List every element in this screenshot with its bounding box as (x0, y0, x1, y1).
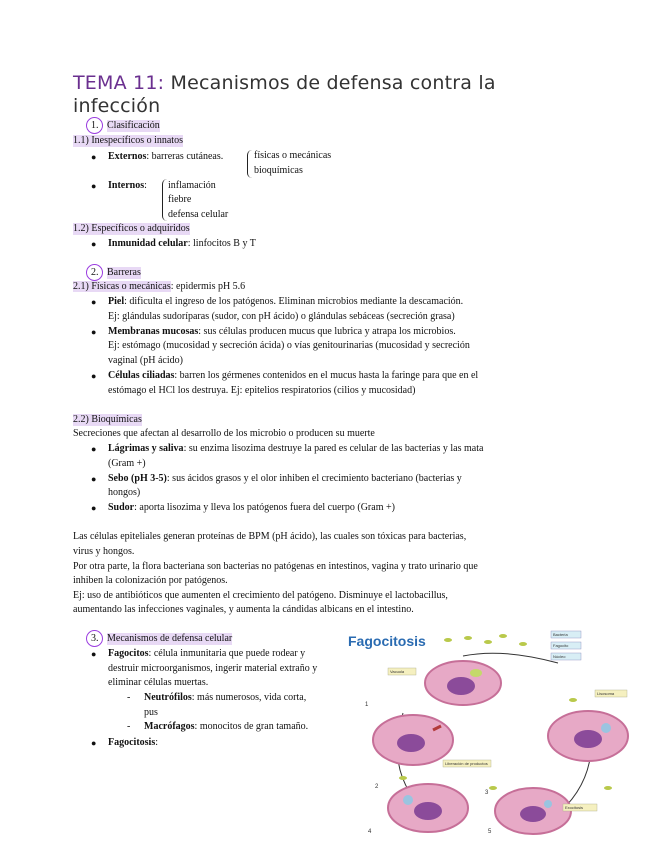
figure-label: Lisosoma (597, 691, 615, 696)
subsection-1-1: 1.1) Inespecíficos o innatos (73, 135, 183, 146)
externos-sub-2: bioquímicas (254, 165, 303, 176)
cell-step-4 (388, 784, 468, 832)
inmunidad-item: Inmunidad celular: linfocitos B y T (108, 238, 256, 249)
bullet-icon: ● (91, 444, 97, 454)
title-prefix: TEMA 11: (73, 72, 165, 94)
fagocitos-line-2: destruir microorganismos, ingerir material extraño y (108, 663, 318, 674)
bullet-icon: ● (91, 474, 97, 484)
sebo-line-2: hongos) (108, 487, 141, 498)
fagocitos-item: Fagocitos: célula inmunitaria que puede rodear y (108, 648, 306, 659)
neutrofilos-item: Neutrófilos: más numerosos, vida corta, (144, 692, 307, 703)
cell-step-5 (495, 788, 571, 834)
bullet-icon: ● (91, 371, 97, 381)
bullet-icon: ● (91, 181, 97, 191)
step-number: 1 (365, 702, 369, 708)
externos-item: Externos: barreras cutáneas. (108, 151, 224, 162)
bullet-icon: ● (91, 327, 97, 337)
paragraph-3-line-2: aumentando las infecciones vaginales, y aumenta la cándidas albicans en el intestino. (73, 604, 414, 615)
bullet-icon: ● (91, 738, 97, 748)
title-rest: Mecanismos de defensa contra la (164, 72, 496, 94)
fagocitosis-item: Fagocitosis: (108, 737, 158, 748)
figure-label: Fagocito (553, 643, 569, 648)
step-number: 3 (485, 790, 489, 796)
lagrimas-line-2: (Gram +) (108, 458, 146, 469)
bullet-icon: ● (91, 503, 97, 513)
cell-step-1 (425, 661, 501, 705)
piel-line-2: Ej: glándulas sudoríparas (sudor, con pH ácido) o glándulas sebáceas (secreción grasa) (108, 311, 455, 322)
brace-icon (162, 179, 167, 221)
section-1-number: 1. (91, 120, 99, 131)
bullet-icon: ● (91, 152, 97, 162)
membranas-line-3: vaginal (pH ácido) (108, 355, 183, 366)
section-2-number: 2. (91, 267, 99, 278)
bullet-icon: ● (91, 239, 97, 249)
paragraph-1-line-1: Las células epiteliales generan proteínas de BPM (pH ácido), las cuales son tóxicas para bacterias, (73, 531, 467, 542)
bullet-icon: ● (91, 649, 97, 659)
paragraph-2-line-1: Por otra parte, la flora bacteriana son bacterias no patógenas en intestinos, vagina y trato urinario que (73, 561, 478, 572)
section-3-heading: Mecanismos de defensa celular (107, 633, 233, 644)
figure-label: Núcleo (553, 654, 566, 659)
section-3-number: 3. (91, 633, 99, 644)
piel-item: Piel: dificulta el ingreso de los patógenos. Eliminan microbios mediante la descamación. (108, 296, 464, 307)
fagocitos-line-3: eliminar células muertas. (108, 677, 209, 688)
phagocytosis-figure (343, 628, 638, 840)
dash-icon: - (127, 721, 131, 732)
membranas-item: Membranas mucosas: sus células producen mucus que lubrica y atrapa los microbios. (108, 326, 456, 337)
cell-step-2 (548, 711, 628, 761)
brace-icon (247, 150, 252, 178)
macrofagos-item: Macrófagos: monocitos de gran tamaño. (144, 721, 309, 732)
sudor-item: Sudor: aporta lisozima y lleva los patógenos fuera del cuerpo (Gram +) (108, 502, 395, 513)
subsection-2-2: 2.2) Bioquímicas (73, 414, 142, 425)
paragraph-2-line-2: inhiben la colonización por patógenos. (73, 575, 228, 586)
internos-sub-3: defensa celular (168, 209, 229, 220)
bullet-icon: ● (91, 297, 97, 307)
subsection-1-2: 1.2) Específicos o adquiridos (73, 223, 190, 234)
step-number: 2 (375, 784, 379, 790)
cell-step-3 (373, 715, 453, 765)
lagrimas-item: Lágrimas y saliva: su enzima lisozima destruye la pared es celular de las bacterias y las mata (108, 443, 484, 454)
internos-sub-2: fiebre (168, 194, 192, 205)
paragraph-1-line-2: virus y hongos. (73, 546, 135, 557)
paragraph-3-line-1: Ej: uso de antibióticos que aumenten el crecimiento del patógeno. Disminuye el lactobacillus, (73, 590, 448, 601)
subsection-2-1: 2.1) Físicas o mecánicas: epidermis pH 5.6 (73, 281, 246, 292)
figure-label: Exocitosis (565, 805, 584, 810)
page-title-line2: infección (73, 95, 161, 117)
neutrofilos-line-2: pus (144, 707, 158, 718)
section-2-heading: Barreras (107, 267, 141, 278)
phagocytosis-diagram (343, 628, 638, 840)
step-number: 5 (488, 829, 492, 835)
internos-sub-1: inflamación (168, 180, 216, 191)
figure-label: Bacteria (553, 632, 568, 637)
figure-title: Fagocitosis (348, 633, 426, 649)
bioquimicas-intro: Secreciones que afectan al desarrollo de los microbio o producen su muerte (73, 428, 375, 439)
celulas-line-2: estómago el HCl los destruya. Ej: epitelios respiratorios (cilios y mucosidad) (108, 385, 416, 396)
sebo-item: Sebo (pH 3-5): sus ácidos grasos y el olor inhiben el crecimiento bacteriano (bacterias y (108, 473, 462, 484)
figure-label: Vacuola (390, 669, 405, 674)
dash-icon: - (127, 692, 131, 703)
celulas-item: Células ciliadas: barren los gérmenes contenidos en el mucus hasta la faringe para que en el (108, 370, 479, 381)
figure-label: Liberación de productos (445, 761, 488, 766)
membranas-line-2: Ej: estómago (mucosidad y secreción ácida) o vías genitourinarias (mucosidad y secreción (108, 340, 470, 351)
externos-sub-1: físicas o mecánicas (254, 150, 332, 161)
step-number: 4 (368, 829, 372, 835)
section-1-heading: Clasificación (107, 120, 160, 131)
internos-item: Internos: (108, 180, 147, 191)
